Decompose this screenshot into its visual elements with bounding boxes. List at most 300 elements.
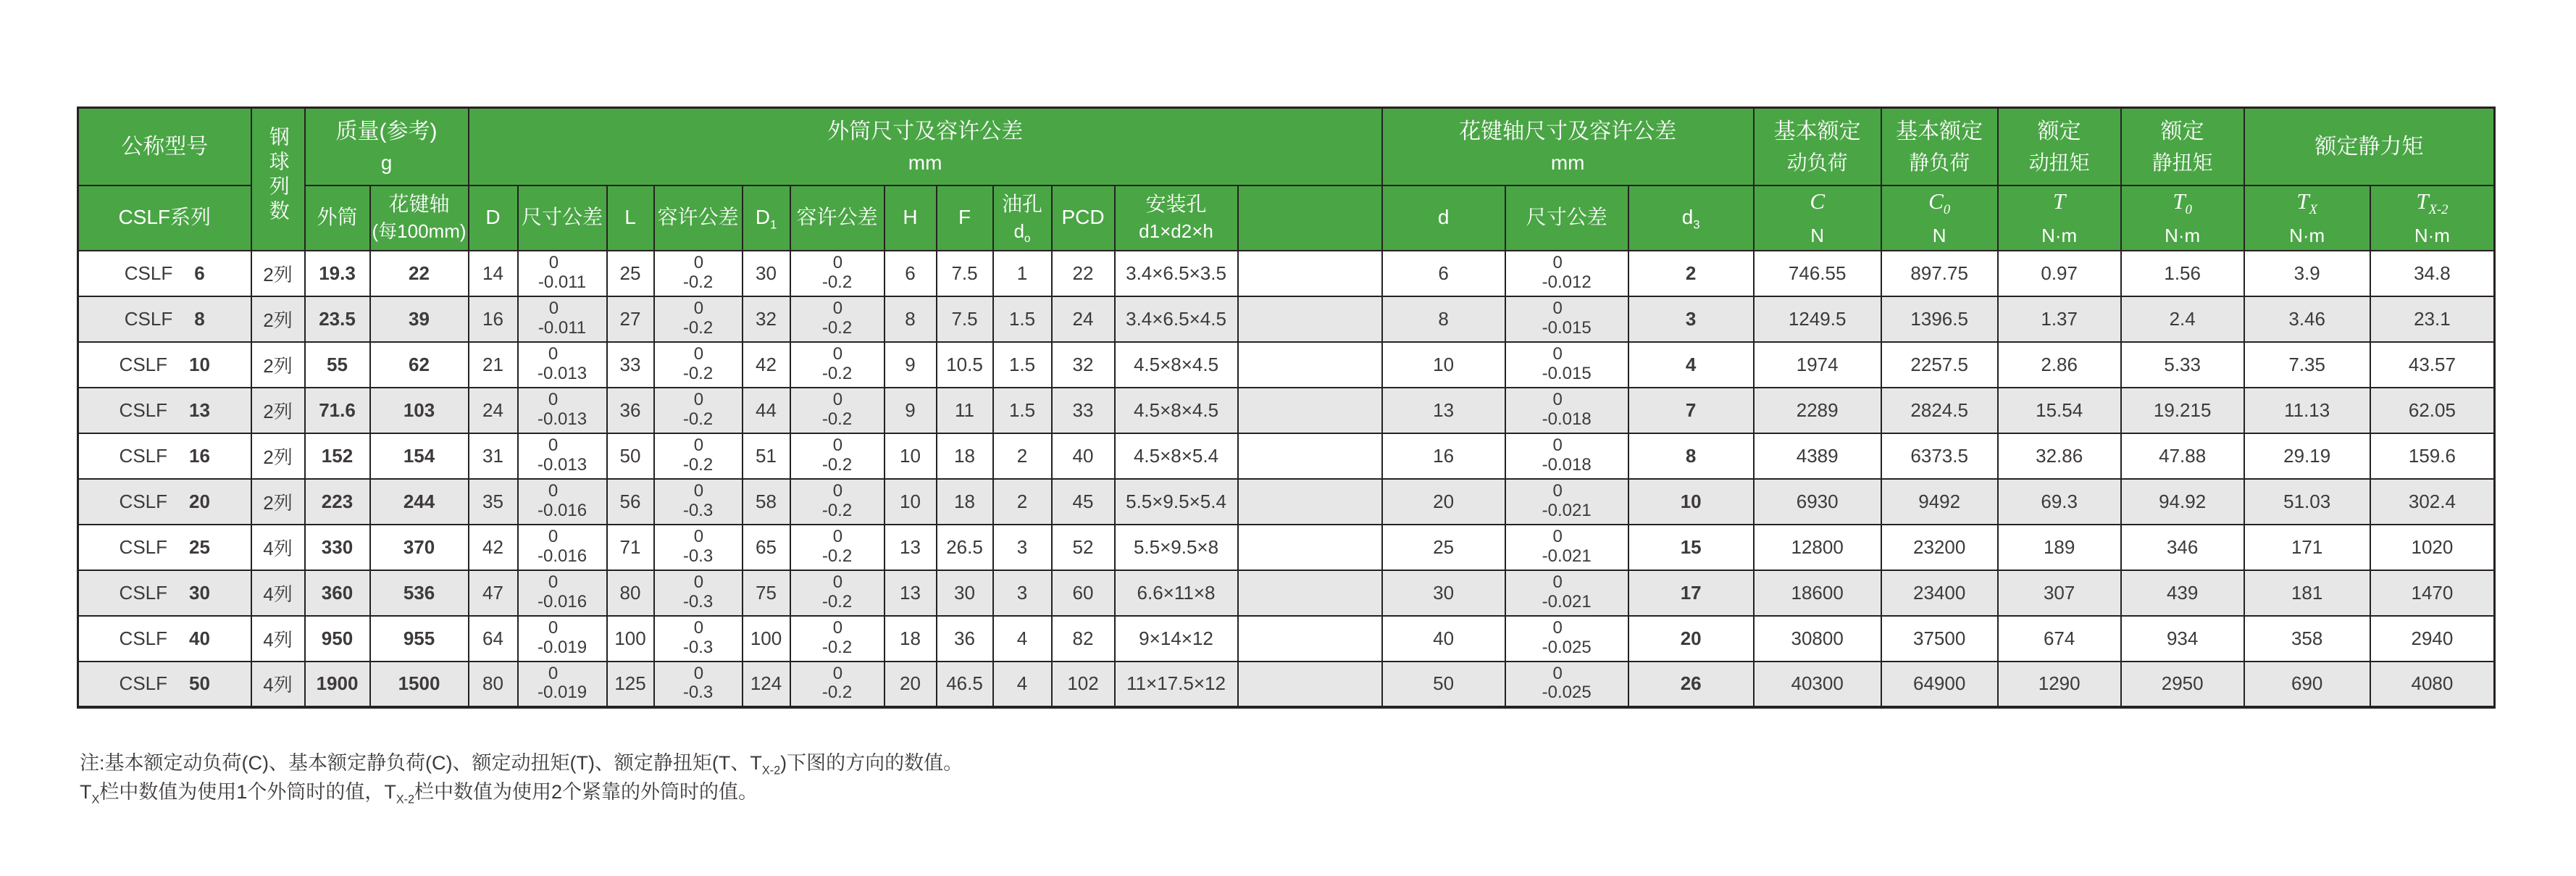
table-row [78,251,2495,296]
table-cell: 189 [1998,525,2121,570]
table-cell [1238,251,1382,296]
table-cell: 0 -0.3 [654,570,743,616]
table-cell: 16 [1382,433,1505,479]
table-cell: 4列 [251,616,305,662]
table-cell: 51.03 [2244,479,2370,525]
table-cell: 1 [993,251,1052,296]
table-cell: 94.92 [2121,479,2244,525]
header-col-d3: $d_3$ [1628,185,1754,251]
table-cell: 65 [743,525,790,570]
table-cell: 71 [607,525,654,570]
table-cell: 4 [993,662,1052,707]
table-row [78,296,2495,342]
table-cell: 0 -0.016 [518,479,607,525]
table-cell: 100 [743,616,790,662]
table-cell: 15.54 [1998,388,2121,433]
table-cell: 2列 [251,342,305,388]
table-cell: 0 -0.3 [654,662,743,707]
table-cell: 2 [993,479,1052,525]
table-cell: 0 -0.025 [1505,662,1628,707]
table-cell: 690 [2244,662,2370,707]
table-cell: 3.4×6.5×4.5 [1115,296,1238,342]
table-cell: 0 -0.021 [1505,570,1628,616]
table-cell: 0 -0.021 [1505,479,1628,525]
header-col-allow-tolerance-2: 容许公差 [790,185,885,251]
table-cell: 47.88 [2121,433,2244,479]
footnotes [80,748,963,806]
table-cell: 674 [1998,616,2121,662]
table-cell: 223 [305,479,370,525]
table-cell: 40 [1382,616,1505,662]
table-cell: 2列 [251,296,305,342]
table-cell: 330 [305,525,370,570]
table-cell: 56 [607,479,654,525]
table-cell: 8 [1628,433,1754,479]
table-cell: 71.6 [305,388,370,433]
table-cell: 40 [1052,433,1115,479]
table-cell [1238,570,1382,616]
table-cell: 23200 [1881,525,1998,570]
header-col-Tx2: $T_{X-2}$ N·m [2370,185,2495,251]
table-cell: 18 [937,433,993,479]
table-cell: 0 -0.3 [654,479,743,525]
table-cell: 125 [607,662,654,707]
table-cell: 0 -0.019 [518,616,607,662]
table-row [78,433,2495,479]
table-cell: 32.86 [1998,433,2121,479]
table-cell: 42 [469,525,518,570]
table-cell: 0.97 [1998,251,2121,296]
header-col-dim-tolerance: 尺寸公差 [518,185,607,251]
table-cell: 64900 [1881,662,1998,707]
header-mass-shaft: 花键轴 (每100mm) [370,185,469,251]
table-cell: 4 [1628,342,1754,388]
table-cell: 11.13 [2244,388,2370,433]
table-cell: 23.1 [2370,296,2495,342]
table-cell: 0 -0.2 [790,525,885,570]
table-cell: 2 [1628,251,1754,296]
spec-table-header [78,108,2495,251]
table-cell: 2.86 [1998,342,2121,388]
table-cell: 5.5×9.5×8 [1115,525,1238,570]
table-cell: 0 -0.2 [790,388,885,433]
table-cell: 27 [607,296,654,342]
table-cell: 0 -0.012 [1505,251,1628,296]
header-col-L: L [607,185,654,251]
table-cell: 0 -0.2 [790,479,885,525]
table-cell: 25 [1382,525,1505,570]
table-cell: 0 -0.016 [518,570,607,616]
table-cell: 4080 [2370,662,2495,707]
table-cell: 2950 [2121,662,2244,707]
table-cell: 0 -0.016 [518,525,607,570]
table-cell: 9 [885,342,937,388]
table-cell: 159.6 [2370,433,2495,479]
table-cell: 1.5 [993,388,1052,433]
table-cell: 8 [885,296,937,342]
table-cell: 2列 [251,479,305,525]
table-cell: 0 -0.2 [654,296,743,342]
table-cell: 5.5×9.5×5.4 [1115,479,1238,525]
table-cell: 102 [1052,662,1115,707]
table-cell: 75 [743,570,790,616]
table-cell: 23.5 [305,296,370,342]
table-cell: 360 [305,570,370,616]
table-cell: 10 [885,433,937,479]
header-col-allow-tolerance: 容许公差 [654,185,743,251]
table-cell: 154 [370,433,469,479]
table-cell: 0 -0.019 [518,662,607,707]
table-cell: 20 [1382,479,1505,525]
table-cell: 47 [469,570,518,616]
table-cell: 0 -0.3 [654,616,743,662]
table-cell: 13 [885,525,937,570]
table-cell: 16 [469,296,518,342]
table-cell: 26.5 [937,525,993,570]
table-cell: 0 -0.2 [790,433,885,479]
table-cell: 0 -0.018 [1505,433,1628,479]
header-col-D: D [469,185,518,251]
table-cell: 50 [607,433,654,479]
table-row [78,525,2495,570]
table-cell: 302.4 [2370,479,2495,525]
table-cell: 12800 [1754,525,1881,570]
table-cell: 955 [370,616,469,662]
table-cell: 1.5 [993,296,1052,342]
table-cell: 346 [2121,525,2244,570]
table-cell: 370 [370,525,469,570]
header-model-group: 公称型号 [78,108,251,185]
header-col-T0: $T_0$ N·m [2121,185,2244,251]
table-cell: 0 -0.2 [790,251,885,296]
table-cell: 50 [1382,662,1505,707]
table-cell: 62 [370,342,469,388]
header-col-mount-hole: 安装孔 d1×d2×h [1115,185,1238,251]
spec-table [77,107,2496,709]
table-cell: 103 [370,388,469,433]
table-cell: 30 [743,251,790,296]
table-cell: 46.5 [937,662,993,707]
table-cell: 0 -0.015 [1505,342,1628,388]
table-cell: 24 [469,388,518,433]
header-mass-cylinder: 外筒 [305,185,370,251]
table-cell: 13 [885,570,937,616]
table-cell: 13 [1382,388,1505,433]
table-cell: 0 -0.013 [518,342,607,388]
header-col-Tx: $T_X$ N·m [2244,185,2370,251]
table-row [78,479,2495,525]
table-cell [1238,433,1382,479]
table-cell: 35 [469,479,518,525]
header-col-blank [1238,185,1382,251]
table-cell: 0 -0.2 [790,570,885,616]
model-cell: CSLF 20 [78,479,251,525]
table-cell: 307 [1998,570,2121,616]
model-cell: CSLF 13 [78,388,251,433]
table-cell: 10 [885,479,937,525]
note-line: 注:基本额定动负荷(C)、基本额定静负荷(C)、额定动扭矩(T)、额定静扭矩(T、$T_{X-2}$)下图的方向的数值。 [80,752,963,777]
table-row [78,570,2495,616]
table-cell: 32 [743,296,790,342]
table-cell: 0 -0.018 [1505,388,1628,433]
table-cell: 2列 [251,433,305,479]
table-cell: 0 -0.015 [1505,296,1628,342]
model-cell: CSLF 25 [78,525,251,570]
table-cell: 60 [1052,570,1115,616]
model-cell: CSLF 40 [78,616,251,662]
table-cell [1238,388,1382,433]
table-cell: 1.56 [2121,251,2244,296]
table-cell: 7.5 [937,251,993,296]
table-cell: 1.37 [1998,296,2121,342]
table-cell: 80 [469,662,518,707]
table-row [78,616,2495,662]
table-cell: 2940 [2370,616,2495,662]
table-cell: 6373.5 [1881,433,1998,479]
table-cell: 4 [993,616,1052,662]
table-cell: 1470 [2370,570,2495,616]
table-cell: 18 [885,616,937,662]
table-cell [1238,479,1382,525]
table-cell: 0 -0.021 [1505,525,1628,570]
table-cell: 100 [607,616,654,662]
table-cell: 1020 [2370,525,2495,570]
header-col-C0: $C_0$ N [1881,185,1998,251]
table-cell: 9×14×12 [1115,616,1238,662]
table-cell: 51 [743,433,790,479]
note-line: $T_X$栏中数值为使用1个外筒时的值，$T_{X-2}$栏中数值为使用2个紧靠的外筒时的值。 [80,781,758,806]
table-cell: 3 [1628,296,1754,342]
table-cell: 17 [1628,570,1754,616]
table-row [78,662,2495,707]
table-cell: 0 -0.2 [654,433,743,479]
table-cell: 2289 [1754,388,1881,433]
table-cell [1238,525,1382,570]
table-cell: 22 [370,251,469,296]
table-cell: 52 [1052,525,1115,570]
table-cell [1238,616,1382,662]
table-cell: 950 [305,616,370,662]
table-cell: 1290 [1998,662,2121,707]
table-cell: 33 [607,342,654,388]
table-cell: 62.05 [2370,388,2495,433]
table-cell: 80 [607,570,654,616]
header-dynamic-torque-group: 额定 动扭矩 [1998,108,2121,185]
table-cell: 44 [743,388,790,433]
table-cell: 10 [1382,342,1505,388]
table-cell: 536 [370,570,469,616]
table-cell: 3 [993,525,1052,570]
header-series: CSLF系列 [78,185,251,251]
model-cell: CSLF 50 [78,662,251,707]
table-cell: 3.4×6.5×3.5 [1115,251,1238,296]
table-cell: 4.5×8×5.4 [1115,433,1238,479]
table-cell: 8 [1382,296,1505,342]
model-cell: CSLF 6 [78,251,251,296]
table-cell: 40300 [1754,662,1881,707]
table-cell: 19.215 [2121,388,2244,433]
table-cell: 0 -0.2 [790,296,885,342]
table-cell: 124 [743,662,790,707]
header-cylinder-group: 外筒尺寸及容许公差 mm [469,108,1382,185]
table-cell: 2列 [251,251,305,296]
table-cell: 10.5 [937,342,993,388]
table-cell: 171 [2244,525,2370,570]
header-ball-row-count: 钢球列数 [251,108,305,251]
table-cell: 26 [1628,662,1754,707]
table-cell: 0 -0.2 [790,662,885,707]
table-cell: 22 [1052,251,1115,296]
table-cell: 36 [607,388,654,433]
table-cell: 1500 [370,662,469,707]
table-cell: 1396.5 [1881,296,1998,342]
table-cell: 3 [993,570,1052,616]
spec-table-body [78,251,2495,707]
table-cell: 9 [885,388,937,433]
table-cell: 34.8 [2370,251,2495,296]
table-cell: 7 [1628,388,1754,433]
table-cell: 4.5×8×4.5 [1115,388,1238,433]
table-cell: 6.6×11×8 [1115,570,1238,616]
table-cell: 6930 [1754,479,1881,525]
header-col-C: C N [1754,185,1881,251]
table-cell: 244 [370,479,469,525]
table-cell: 4389 [1754,433,1881,479]
table-cell: 4列 [251,662,305,707]
table-cell: 0 -0.2 [654,388,743,433]
table-cell: 439 [2121,570,2244,616]
header-col-F: F [937,185,993,251]
table-cell: 1249.5 [1754,296,1881,342]
table-cell: 2 [993,433,1052,479]
table-cell: 181 [2244,570,2370,616]
table-cell [1238,296,1382,342]
table-cell: 0 -0.2 [654,342,743,388]
table-cell: 152 [305,433,370,479]
model-cell: CSLF 8 [78,296,251,342]
table-cell: 30 [1382,570,1505,616]
header-static-load-group: 基本额定 静负荷 [1881,108,1998,185]
table-cell: 4列 [251,525,305,570]
table-cell: 23400 [1881,570,1998,616]
table-cell: 1900 [305,662,370,707]
table-cell: 897.75 [1881,251,1998,296]
header-col-D1: $D_1$ [743,185,790,251]
table-cell: 21 [469,342,518,388]
table-cell: 18 [937,479,993,525]
table-cell: 14 [469,251,518,296]
table-cell: 7.5 [937,296,993,342]
table-cell: 0 -0.3 [654,525,743,570]
table-cell: 24 [1052,296,1115,342]
header-col-PCD: PCD [1052,185,1115,251]
table-cell: 33 [1052,388,1115,433]
table-cell: 9492 [1881,479,1998,525]
table-cell: 15 [1628,525,1754,570]
header-mass-group: 质量(参考) g [305,108,469,185]
header-spline-shaft-group: 花键轴尺寸及容许公差 mm [1382,108,1754,185]
table-cell: 69.3 [1998,479,2121,525]
table-cell: 37500 [1881,616,1998,662]
table-cell: 4列 [251,570,305,616]
table-cell: 934 [2121,616,2244,662]
header-col-T: T N·m [1998,185,2121,251]
table-cell: 32 [1052,342,1115,388]
header-col-d: d [1382,185,1505,251]
model-cell: CSLF 16 [78,433,251,479]
table-cell: 1974 [1754,342,1881,388]
table-cell: 11×17.5×12 [1115,662,1238,707]
table-cell [1238,342,1382,388]
header-dynamic-load-group: 基本额定 动负荷 [1754,108,1881,185]
table-cell: 0 -0.013 [518,433,607,479]
table-cell: 0 -0.011 [518,296,607,342]
table-cell: 25 [607,251,654,296]
table-cell: 2列 [251,388,305,433]
header-col-H: H [885,185,937,251]
table-cell: 10 [1628,479,1754,525]
table-cell: 358 [2244,616,2370,662]
table-cell: 7.35 [2244,342,2370,388]
table-cell: 2824.5 [1881,388,1998,433]
table-cell: 746.55 [1754,251,1881,296]
table-cell: 82 [1052,616,1115,662]
table-row [78,342,2495,388]
table-cell: 19.3 [305,251,370,296]
table-cell: 0 -0.025 [1505,616,1628,662]
table-cell: 29.19 [2244,433,2370,479]
header-col-oil-hole: 油孔 $d_o$ [993,185,1052,251]
header-col-dim-tolerance-2: 尺寸公差 [1505,185,1628,251]
table-cell: 20 [885,662,937,707]
header-static-torque-group: 额定 静扭矩 [2121,108,2244,185]
table-cell: 5.33 [2121,342,2244,388]
table-cell: 64 [469,616,518,662]
table-cell: 2.4 [2121,296,2244,342]
table-cell: 58 [743,479,790,525]
table-cell: 6 [1382,251,1505,296]
table-row [78,388,2495,433]
table-cell: 30 [937,570,993,616]
table-cell: 3.9 [2244,251,2370,296]
table-cell: 39 [370,296,469,342]
table-cell: 0 -0.013 [518,388,607,433]
model-cell: CSLF 30 [78,570,251,616]
table-cell: 42 [743,342,790,388]
table-cell: 11 [937,388,993,433]
model-cell: CSLF 10 [78,342,251,388]
table-cell: 20 [1628,616,1754,662]
table-cell [1238,662,1382,707]
table-cell: 6 [885,251,937,296]
table-cell: 36 [937,616,993,662]
spec-table-wrap [77,107,2496,709]
table-cell: 0 -0.011 [518,251,607,296]
table-cell: 18600 [1754,570,1881,616]
table-cell: 0 -0.2 [790,342,885,388]
header-static-moment-group: 额定静力矩 [2244,108,2495,185]
table-cell: 4.5×8×4.5 [1115,342,1238,388]
table-cell: 30800 [1754,616,1881,662]
table-cell: 45 [1052,479,1115,525]
table-cell: 31 [469,433,518,479]
table-cell: 0 -0.2 [654,251,743,296]
table-cell: 3.46 [2244,296,2370,342]
table-cell: 55 [305,342,370,388]
table-cell: 2257.5 [1881,342,1998,388]
table-cell: 0 -0.2 [790,616,885,662]
table-cell: 43.57 [2370,342,2495,388]
